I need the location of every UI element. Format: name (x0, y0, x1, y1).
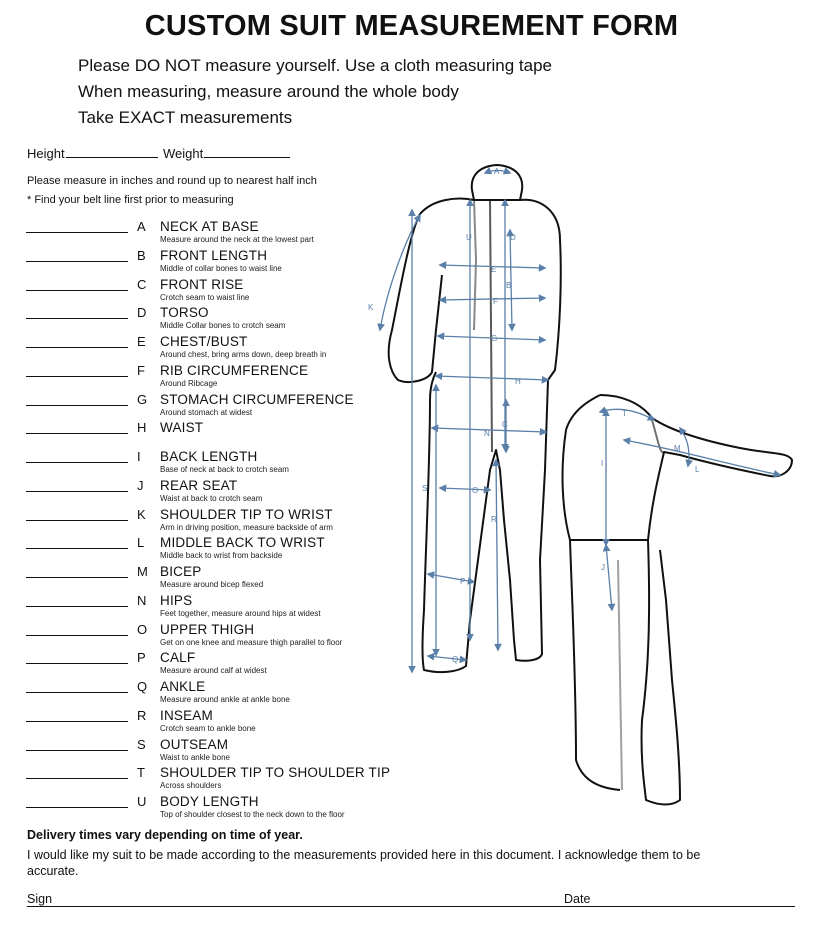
measurement-description: Middle back to wrist from backside (160, 551, 283, 561)
measurement-letter: L (137, 535, 145, 551)
measurement-description: Waist to ankle bone (160, 752, 230, 762)
diagram-label-k: K (368, 303, 374, 312)
diagram-label-o: O (472, 486, 479, 495)
arrow-p (428, 574, 474, 582)
measurement-letter: P (137, 650, 146, 666)
measurement-label: SHOULDER TIP TO SHOULDER TIP (160, 765, 391, 781)
sign-label: Sign (27, 892, 53, 906)
measurement-letter: M (137, 564, 148, 579)
height-label: Height (27, 146, 65, 161)
arrow-l (624, 440, 780, 475)
diagram-label-n: N (484, 429, 490, 438)
measurement-label: UPPER THIGH (160, 621, 255, 637)
measurement-label: CHEST/BUST (160, 334, 248, 349)
diagram-label-f: F (493, 297, 498, 306)
signature-line[interactable] (27, 906, 795, 907)
diagram-label-t: T (622, 409, 627, 418)
measurement-description: Feet together, measure around hips at widest (160, 608, 321, 618)
measurement-label: OUTSEAM (160, 736, 229, 752)
measurement-description: Waist at back to crotch seam (160, 493, 263, 503)
measurement-label: CALF (160, 650, 196, 666)
front-diagram-labels (368, 167, 521, 664)
measurement-description: Across shoulders (160, 781, 222, 791)
measure-note: Please measure in inches and round up to nearest half inch (27, 175, 317, 187)
instruction-line-2: When measuring, measure around the whole body (78, 82, 459, 101)
measurement-description: Base of neck at back to crotch seam (160, 465, 289, 474)
measurement-letter: E (137, 334, 146, 349)
diagram-label-b: B (506, 281, 512, 290)
measurement-letter: T (137, 765, 145, 781)
measurement-description: Middle of collar bones to waist line (160, 263, 282, 273)
measurement-description: Around stomach at widest (160, 407, 253, 417)
measurement-description: Measure around calf at widest (160, 666, 267, 676)
measurement-label: MIDDLE BACK TO WRIST (160, 535, 325, 551)
diagram-label-e: E (491, 265, 497, 274)
page-title: CUSTOM SUIT MEASUREMENT FORM (144, 10, 679, 42)
delivery-note: Delivery times vary depending on time of year. (27, 828, 303, 842)
back-suit-outline (563, 395, 792, 805)
arrow-j (606, 545, 612, 610)
measurement-description: Around Ribcage (160, 378, 218, 388)
measurement-label: SHOULDER TIP TO WRIST (160, 506, 333, 522)
diagram-label-p: P (460, 577, 466, 586)
measurement-label: FRONT LENGTH (160, 247, 268, 263)
measurement-label: INSEAM (160, 707, 213, 723)
diagram-label-q: Q (452, 655, 459, 664)
measurement-description: Get on one knee and measure thigh parallel to floor (160, 637, 343, 647)
measurement-label: STOMACH CIRCUMFERENCE (160, 391, 354, 407)
date-label: Date (564, 892, 591, 906)
measurement-label: ANKLE (160, 679, 206, 694)
diagram-label-l: L (695, 465, 700, 474)
measurement-letter: Q (137, 679, 148, 694)
measurement-label: BODY LENGTH (160, 794, 259, 809)
diagram-label-a: A (494, 167, 500, 176)
arrow-r (496, 460, 498, 650)
measurement-description: Middle Collar bones to crotch seam (160, 321, 286, 331)
measurement-letter: H (137, 420, 147, 436)
acknowledgement-text: I would like my suit to be made according to the measurements provided here in this document. I acknowledge them to be accurate. (27, 848, 701, 878)
measurement-letter: D (137, 305, 147, 321)
front-suit-outline (389, 165, 561, 672)
measurement-letter: N (137, 592, 147, 608)
diagram-label-s: S (422, 484, 428, 493)
instruction-line-1: Please DO NOT measure yourself. Use a cloth measuring tape (78, 56, 553, 75)
measurement-letter: I (137, 449, 141, 464)
diagram-label-m: M (674, 444, 681, 453)
measurement-letter: J (137, 477, 144, 493)
measurement-letter: S (137, 736, 146, 752)
diagram-label-d: D (510, 233, 516, 242)
weight-label: Weight (163, 146, 204, 161)
measurement-description: Crotch seam to ankle bone (160, 723, 256, 733)
measurement-description: Crotch seam to waist line (160, 292, 250, 302)
diagram-label-j: J (601, 563, 605, 572)
front-measure-arrows (380, 171, 548, 673)
measurement-label: TORSO (160, 305, 209, 321)
measurement-letter: F (137, 362, 145, 378)
diagram-label-c: C (502, 420, 508, 429)
diagram-label-g: G (491, 334, 498, 343)
measurement-letter: B (137, 247, 146, 263)
diagram-label-u: U (466, 233, 472, 242)
measurement-label: BICEP (160, 564, 202, 579)
diagram-label-r: R (491, 515, 497, 524)
measurement-letter: U (137, 794, 147, 809)
arrow-q (428, 656, 466, 660)
measurement-description: Arm in driving position, measure backside of arm (160, 522, 333, 532)
measurement-letter: O (137, 621, 148, 637)
measurement-letter: A (137, 219, 146, 234)
measurement-letter: R (137, 707, 147, 723)
measurement-label: HIPS (160, 592, 193, 608)
measurement-description: Measure around bicep flexed (160, 580, 264, 589)
measurement-label: REAR SEAT (160, 477, 238, 493)
arrow-o (440, 488, 490, 490)
back-measure-arrows (600, 409, 780, 610)
measurement-description: Top of shoulder closest to the neck down to the floor (160, 810, 345, 819)
measurement-description: Around chest, bring arms down, deep breath in (160, 350, 327, 359)
diagram-label-i: I (601, 459, 604, 468)
diagram-label-h: H (515, 377, 521, 386)
instruction-line-3: Take EXACT measurements (78, 108, 293, 127)
measurement-label: NECK AT BASE (160, 219, 259, 234)
measurement-description: Measure around ankle at ankle bone (160, 695, 290, 704)
measurement-letter: G (137, 391, 148, 407)
measurement-label: WAIST (160, 420, 204, 436)
measurement-label: RIB CIRCUMFERENCE (160, 362, 309, 378)
measurement-letter: K (137, 506, 146, 522)
measurement-label: BACK LENGTH (160, 449, 258, 464)
arrow-b (510, 230, 512, 330)
belt-note: * Find your belt line first prior to measuring (27, 194, 234, 206)
measurement-description: Measure around the neck at the lowest part (160, 235, 314, 244)
measurement-letter: C (137, 276, 147, 292)
measurement-label: FRONT RISE (160, 276, 244, 292)
